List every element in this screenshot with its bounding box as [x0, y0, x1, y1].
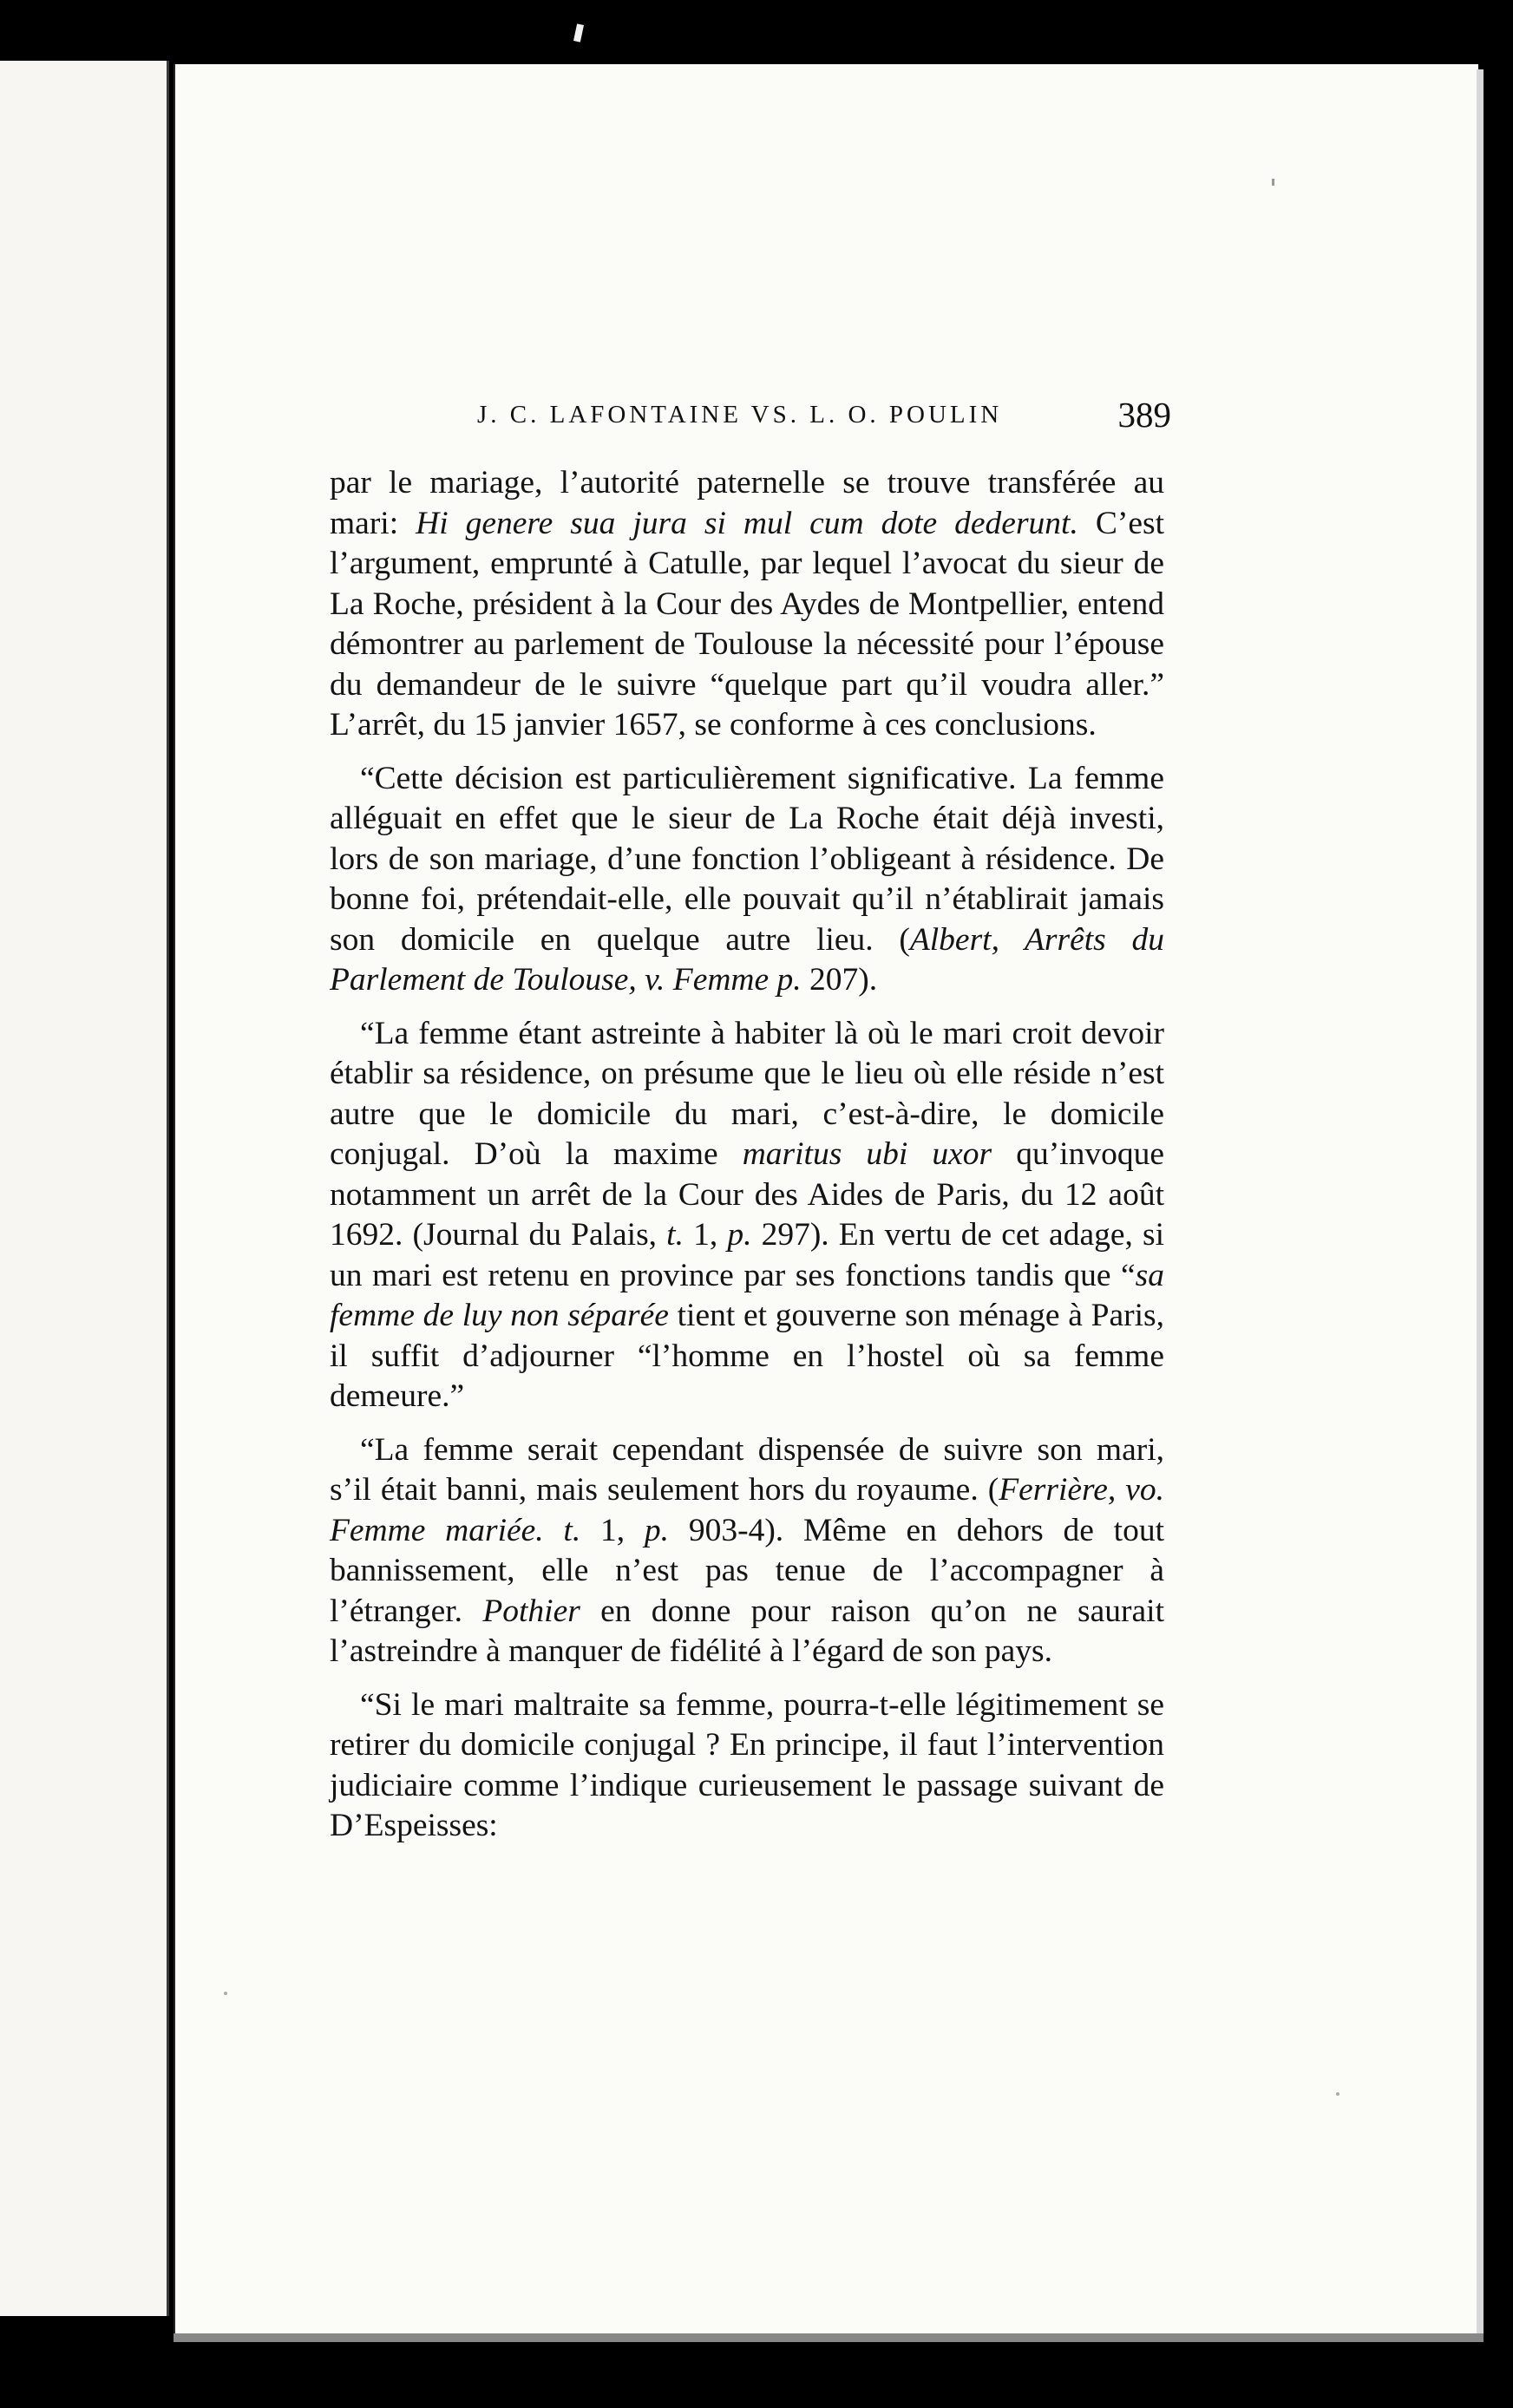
paragraph: [330, 1014, 1164, 1417]
text-run: en donne pour raison qu’on ne saurait l’astreindre à manquer de fidélité à l’égard de son pays.: [330, 1593, 1165, 1669]
text-run: par le mariage, l’autorité paternelle se trouve transférée au mari:: [330, 465, 1164, 541]
paragraph: [330, 1685, 1164, 1847]
page-right-edge: [1477, 69, 1484, 2333]
speck: [224, 1992, 227, 1995]
text-run: “Si le mari maltraite sa femme, pourra-t-elle légitimement se retirer du domicile conjugal ? En principe, il faut l’intervention judiciaire comme l’indique curieusement le passage suivant de D’Espeisses:: [330, 1686, 1164, 1843]
italic-run: Albert, Arrêts du Parlement de Toulouse, v. Femme p.: [330, 921, 1164, 998]
paragraph: [330, 463, 1164, 746]
paragraph: [330, 1430, 1164, 1672]
text-run: C’est l’argument, emprunté à Catulle, par lequel l’avocat du sieur de La Roche, président à la Cour des Aydes de Montpellier, entend démontrer au parlement de Toulouse la nécessité pour l’épouse du demandeur de le suivre “quelque part qu’il voudra aller.” L’arrêt, du 15 janvier 1657, se conforme à ces conclusions.: [330, 505, 1164, 743]
text-run: 297). En vertu de cet adage, si un mari est retenu en province par ses fonctions tandis que “: [330, 1217, 1164, 1293]
italic-run: p.: [727, 1217, 752, 1253]
text-run: “La femme serait cependant dispensée de suivre son mari, s’il était banni, mais seulement hors du royaume. (: [330, 1431, 1164, 1508]
italic-run: Hi genere sua jura si mul cum dote dederunt.: [416, 505, 1078, 541]
scan-artifact: [573, 23, 584, 42]
text-run: 207).: [801, 962, 878, 998]
italic-run: Ferrière, vo. Femme mariée. t.: [330, 1472, 1164, 1548]
speck: [1336, 2092, 1339, 2096]
text-run: “Cette décision est particulièrement significative. La femme alléguait en effet que le sieur de La Roche était déjà investi, lors de son mariage, d’une fonction l’obligeant à résidence. De bonne foi, prétendait-elle, elle pouvait qu’il n’établirait jamais son domicile en quelque autre lieu. (: [330, 760, 1164, 958]
italic-run: p.: [644, 1512, 670, 1548]
text-run: “La femme étant astreinte à habiter là où le mari croit devoir établir sa résidence, on présume que le lieu où elle réside n’est autre que le domicile du mari, c’est-à-dire, le domicile conjugal. D’où la maxime: [330, 1015, 1164, 1172]
text-run: 1,: [580, 1512, 645, 1548]
text-run: 903-4). Même en dehors de tout bannissement, elle n’est pas tenue de l’accompagner à l’étranger.: [330, 1512, 1164, 1629]
italic-run: sa femme de luy non séparée: [330, 1257, 1164, 1333]
italic-run: Pothier: [482, 1593, 580, 1629]
page-bottom-edge: [174, 2333, 1484, 2342]
paragraph: [330, 759, 1164, 1001]
page-number: 389: [1117, 395, 1171, 435]
text-run: 1,: [683, 1217, 728, 1253]
running-head: [330, 392, 1171, 444]
speck: [1272, 179, 1274, 186]
italic-run: maritus ubi uxor: [742, 1136, 992, 1172]
text-run: tient et gouverne son ménage à Paris, il suffit d’adjourner “l’homme en l’hostel où sa femme demeure.”: [330, 1298, 1164, 1414]
facing-page-edge: [0, 61, 169, 2316]
italic-run: t.: [666, 1217, 684, 1253]
body-text: [330, 463, 1164, 1847]
text-run: qu’invoque notamment un arrêt de la Cour des Aides de Paris, du 12 août 1692. (Journal du Palais,: [330, 1136, 1164, 1253]
running-title: J. C. LAFONTAINE VS. L. O. POULIN: [477, 401, 1003, 429]
